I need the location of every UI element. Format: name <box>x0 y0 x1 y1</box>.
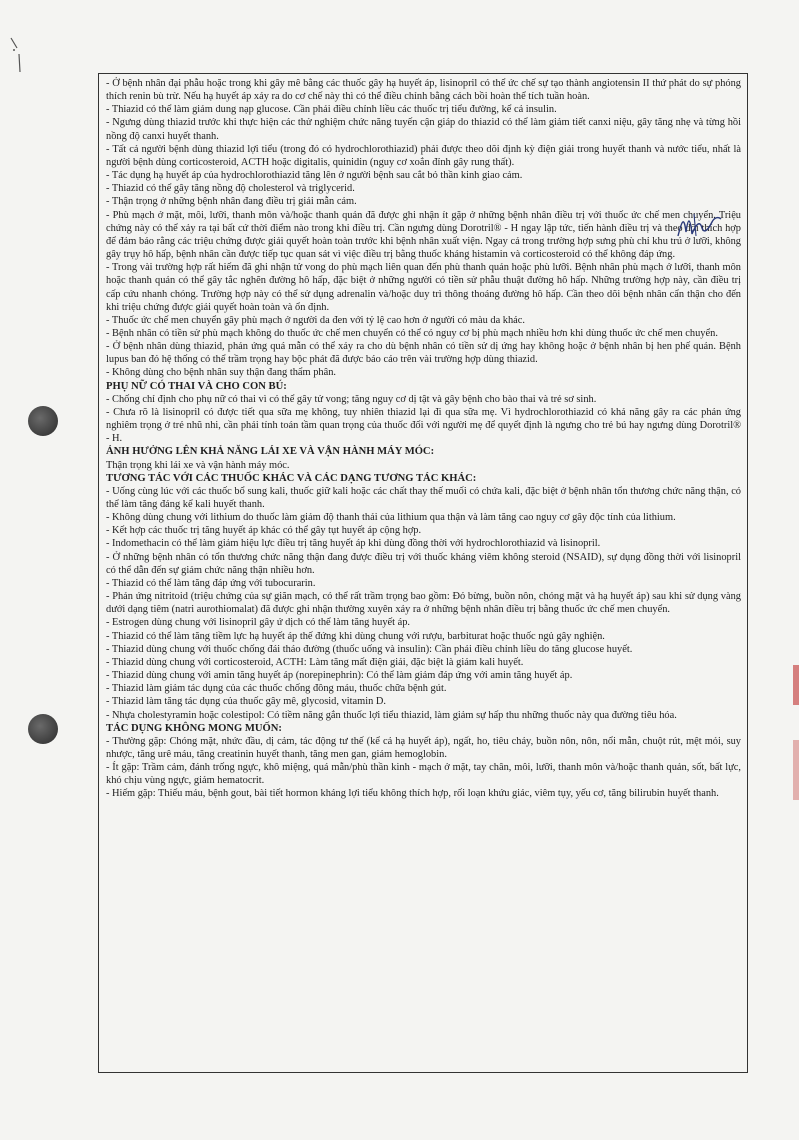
paragraph: - Thiazid có thể làm tăng tiềm lực hạ huyết áp thế đứng khi dùng chung với rượu, barbiturat hoặc thuốc ngủ gây nghiện. <box>106 630 605 642</box>
paragraph: - Thiazid có thể làm giảm dung nạp glucose. Cần phải điều chỉnh liều các thuốc trị tiểu đường, kể cả insulin. <box>106 104 557 116</box>
edge-stamp-mark <box>793 665 799 705</box>
paragraph: - Tất cả người bệnh dùng thiazid lợi tiểu (trong đó có hydrochlorothiazid) phải được theo dõi định kỳ điện giải trong huyết thanh và nước tiểu, nhất là người bệnh dùng corticosteroid, ACTH hoặc digitalis, quinidin (nguy cơ xoắn đỉnh gây rung thất). <box>106 143 741 168</box>
paragraph: - Thận trọng ở những bệnh nhân đang điều trị giải mẫn cảm. <box>106 196 357 208</box>
paragraph: - Estrogen dùng chung với lisinopril gây ứ dịch có thể làm tăng huyết áp. <box>106 617 411 629</box>
section-heading: TÁC DỤNG KHÔNG MONG MUỐN: <box>106 722 282 734</box>
paragraph: - Tác dụng hạ huyết áp của hydrochlorothiazid tăng lên ở người bệnh sau cắt bỏ thần kinh giao cảm. <box>106 170 523 182</box>
paragraph: - Không dùng cho bệnh nhân suy thận đang thẩm phân. <box>106 367 336 379</box>
paragraph: - Thiazid có thể làm tăng đáp ứng với tubocurarin. <box>106 577 316 589</box>
paragraph: - Nhựa cholestyramin hoặc colestipol: Có tiềm năng gắn thuốc lợi tiểu thiazid, làm giảm sự hấp thu những thuốc này qua đường tiêu hóa. <box>106 709 677 721</box>
binder-hole-bottom <box>28 714 58 744</box>
section-heading: ẢNH HƯỞNG LÊN KHẢ NĂNG LÁI XE VÀ VẬN HÀNH MÁY MÓC: <box>106 446 435 458</box>
paragraph: - Thiazid dùng chung với thuốc chống đái tháo đường (thuốc uống và insulin): Cần phải điều chỉnh liều do tăng glucose huyết. <box>106 643 633 655</box>
binder-hole-top <box>28 406 58 436</box>
paragraph: - Ở bệnh nhân dùng thiazid, phản ứng quá mẫn có thể xảy ra cho dù bệnh nhân có tiền sử dị ứng hay không hoặc ở bệnh nhân bị hen phế quản. Bệnh lupus ban đỏ hệ thống có thể trầm trọng hay bộc phát đã được báo cáo trên vài trường hợp dùng thiazid. <box>106 341 741 366</box>
paragraph: - Thiazid làm tăng tác dụng của thuốc gây mê, glycosid, vitamin D. <box>106 696 386 708</box>
document-text-frame <box>98 73 748 1073</box>
handwritten-signature <box>674 210 724 242</box>
paragraph: - Thiazid dùng chung với corticosteroid, ACTH: Làm tăng mất điện giải, đặc biệt là giảm kali huyết. <box>106 656 524 668</box>
corner-pen-mark <box>8 36 24 76</box>
paragraph: - Phản ứng nitritoid (triệu chứng của sự giãn mạch, có thể rất trầm trọng bao gồm: Đỏ bừng, buồn nôn, chóng mặt và hạ huyết áp) sau khi sử dụng vàng dưới dạng tiêm (natri aurothiomalat) đã được ghi nhận thường xuyên xảy ra ở những bệnh nhân điều trị bằng thuốc ức chế men chuyển. <box>106 591 741 616</box>
paragraph: - Thường gặp: Chóng mặt, nhức đầu, dị cảm, tác động tư thế (kể cả hạ huyết áp), ngất, ho, tiêu chảy, buồn nôn, nôn, nổi mẫn, chuột rút, mệt mỏi, suy nhược, tăng urê máu, tăng creatinin huyết thanh, tăng men gan, giảm hemoglobin. <box>106 735 741 760</box>
paragraph: - Thuốc ức chế men chuyển gây phù mạch ở người da đen với tỷ lệ cao hơn ở người có màu da khác. <box>106 314 525 326</box>
paragraph: - Kết hợp các thuốc trị tăng huyết áp khác có thể gây tụt huyết áp cộng hợp. <box>106 525 422 537</box>
paragraph: - Ở những bệnh nhân có tổn thương chức năng thận đang được điều trị với thuốc kháng viêm không steroid (NSAID), sự dụng đồng thời với lisinopril có thể dẫn đến sự giảm chức năng thận nhiều hơn. <box>106 551 741 576</box>
paragraph: - Thiazid có thể gây tăng nồng độ cholesterol và triglycerid. <box>106 183 355 195</box>
paragraph: Thận trọng khi lái xe và vận hành máy móc. <box>106 459 290 471</box>
paragraph: - Bệnh nhân có tiền sử phù mạch không do thuốc ức chế men chuyển có thể có nguy cơ bị phù mạch nhiều hơn khi dùng thuốc ức chế men chuyển. <box>106 327 718 339</box>
paragraph: - Trong vài trường hợp rất hiếm đã ghi nhận tử vong do phù mạch liên quan đến phù thanh quản hoặc phù lưỡi. Bệnh nhân phù mạch ở lưỡi, thanh môn hoặc thanh quản có thể gây tắc nghẽn đường hô hấp, đặc biệt ở những người có tiền sử phẫu thuật đường hô hấp. Những trường hợp này, cần điều trị cấp cứu nhanh chóng. Trường hợp này có thể sử dụng adrenalin và/hoặc duy trì thông thoáng đường hô hấp. Cần theo dõi bệnh nhân cẩn thận cho đến khi triệu chứng được giải quyết hoàn toàn và ổn định. <box>106 262 741 313</box>
paragraph: - Uống cùng lúc với các thuốc bổ sung kali, thuốc giữ kali hoặc các chất thay thế muối có chứa kali, đặc biệt ở bệnh nhân tổn thương chức năng thận, có thể làm tăng đáng kể kali huyết thanh. <box>106 485 741 510</box>
paragraph: - Không dùng chung với lithium do thuốc làm giảm độ thanh thải của lithium qua thận và làm tăng cao nguy cơ gây độc tính của lithium. <box>106 512 676 524</box>
edge-stamp-mark <box>793 740 799 800</box>
paragraph: - Ít gặp: Trầm cảm, đánh trống ngực, khô miệng, quá mẫn/phù thần kinh - mạch ở mặt, tay chân, môi, lưỡi, thanh môn và/hoặc thanh quản, sốt, bất lực, khó chịu vùng ngực, giảm hematocrit. <box>106 762 741 787</box>
paragraph: - Thiazid làm giảm tác dụng của các thuốc chống đông máu, thuốc chữa bệnh gút. <box>106 683 447 695</box>
paragraph: - Ở bệnh nhân đại phẫu hoặc trong khi gây mê bằng các thuốc gây hạ huyết áp, lisinopril có thể ức chế sự tạo thành angiotensin II thứ phát do sự phóng thích renin bù trừ. Nếu hạ huyết áp xảy ra do cơ chế này thì có thể điều chỉnh bằng cách bồi hoàn thể tích tuần hoàn. <box>106 78 741 103</box>
paragraph: - Chưa rõ là lisinopril có được tiết qua sữa mẹ không, tuy nhiên thiazid lại đi qua sữa mẹ. Vì hydrochlorothiazid có khả năng gây ra các phản ứng nghiêm trọng ở trẻ nhũ nhi, cần phải tính toán tầm quan trọng của thuốc đối với người mẹ để quyết định là ngưng cho trẻ bú hay ngưng dùng Dorotril® - H. <box>106 406 741 445</box>
paragraph: - Ngưng dùng thiazid trước khi thực hiện các thử nghiệm chức năng tuyến cận giáp do thiazid có thể làm giảm tiết canxi niệu, gây tăng nhẹ và từng hồi nồng độ canxi huyết thanh. <box>106 117 741 142</box>
paragraph: - Hiếm gặp: Thiếu máu, bệnh gout, bài tiết hormon kháng lợi tiểu không thích hợp, rối loạn khứu giác, viêm tụy, yếu cơ, tăng bilirubin huyết thanh. <box>106 788 719 800</box>
section-heading: PHỤ NỮ CÓ THAI VÀ CHO CON BÚ: <box>106 380 287 392</box>
paragraph: - Indomethacin có thể làm giảm hiệu lực điều trị tăng huyết áp khi dùng đồng thời với hydrochlorothiazid và lisinopril. <box>106 538 601 550</box>
paragraph: - Thiazid dùng chung với amin tăng huyết áp (norepinephrin): Có thể làm giảm đáp ứng với amin tăng huyết áp. <box>106 670 573 682</box>
paragraph: - Chống chỉ định cho phụ nữ có thai vì có thể gây tử vong; tăng nguy cơ dị tật và gây bệnh cho bào thai và trẻ sơ sinh. <box>106 393 597 405</box>
section-heading: TƯƠNG TÁC VỚI CÁC THUỐC KHÁC VÀ CÁC DẠNG TƯƠNG TÁC KHÁC: <box>106 472 477 484</box>
paragraph: - Phù mạch ở mặt, môi, lưỡi, thanh môn và/hoặc thanh quản đã được ghi nhận ít gặp ở những bệnh nhân điều trị với thuốc ức chế men chuyển. Triệu chứng này có thể xảy ra tại bất cứ thời điểm nào trong khi điều trị. Cần ngưng dùng Dorotril® - H ngay lập tức, tiến hành điều trị và theo dõi thích hợp để đảm bảo rằng các triệu chứng được giải quyết hoàn toàn trước khi bệnh nhân xuất viện. Ngay cả trong trường hợp sưng phù chỉ khu trú ở lưỡi, không gây trụy hô hấp, bệnh nhân cần được tiếp tục quan sát vì việc điều trị bằng thuốc kháng histamin và corticosteroid có thể không đáp ứng. <box>106 209 741 261</box>
